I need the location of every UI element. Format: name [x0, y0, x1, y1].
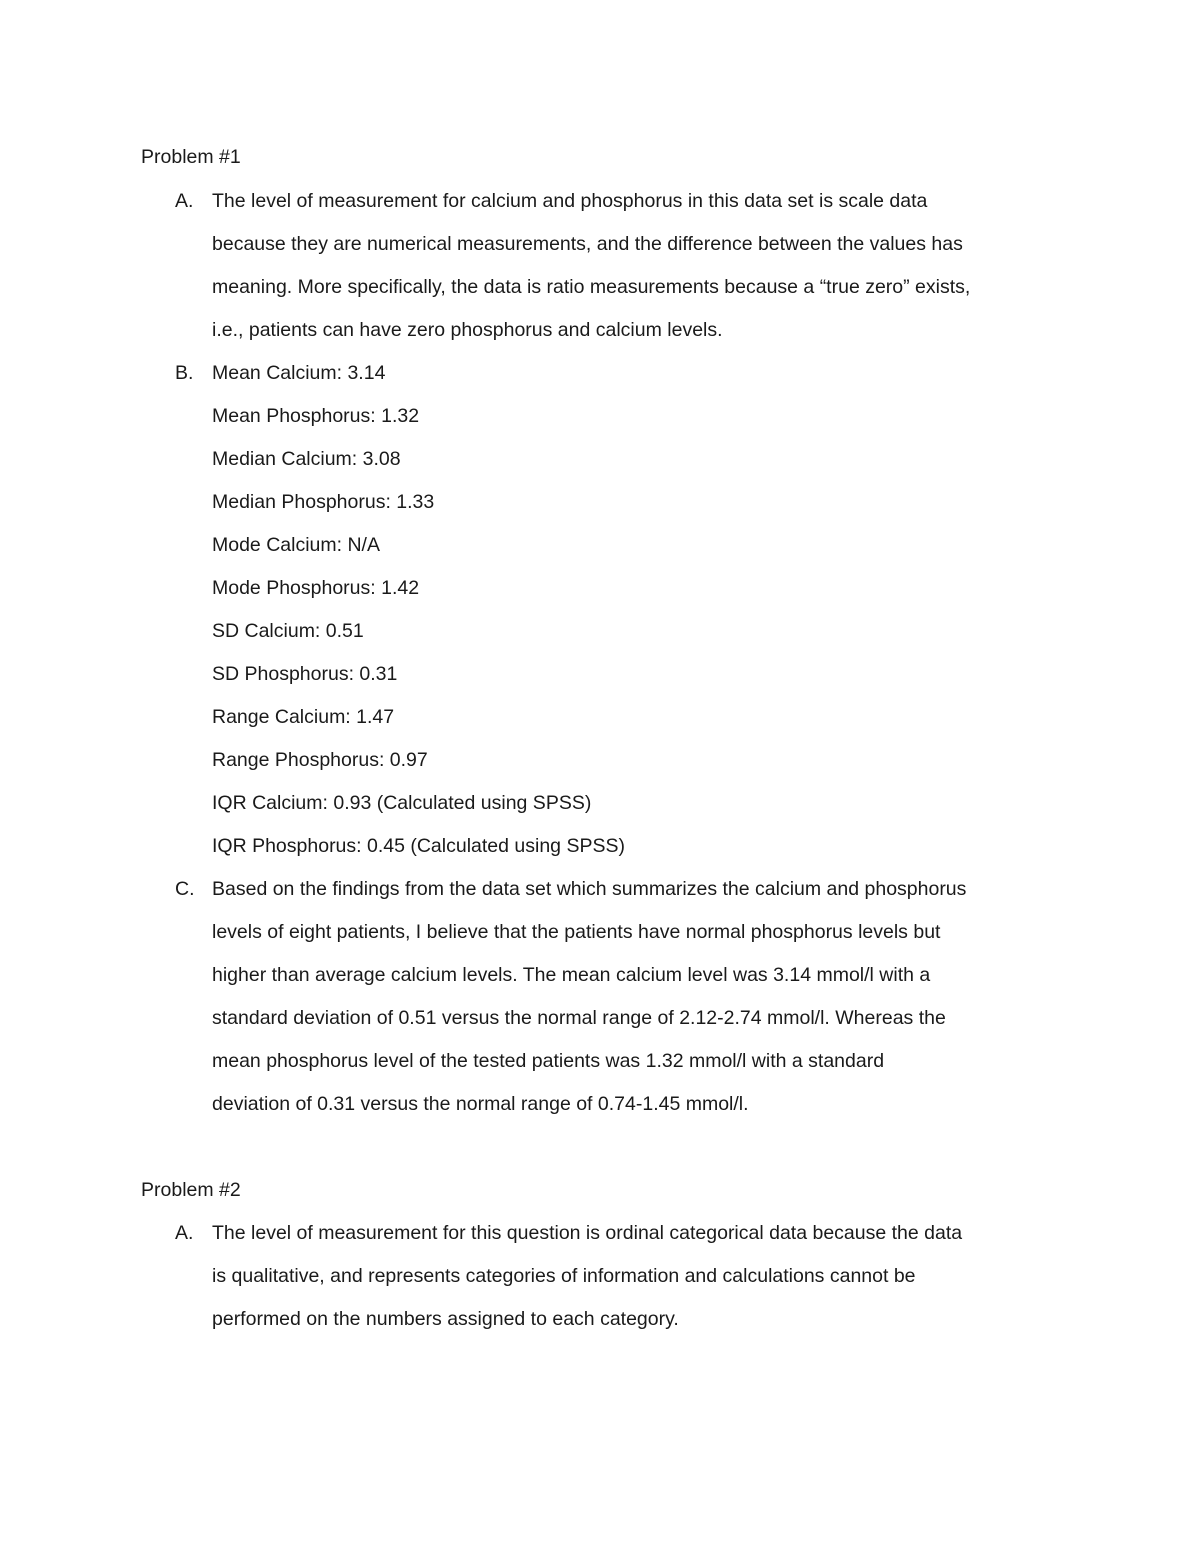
- stat-line: Range Phosphorus: 0.97: [212, 749, 428, 771]
- stat-line: Mean Phosphorus: 1.32: [212, 405, 420, 427]
- item-letter: A.: [175, 190, 194, 212]
- stat-line: SD Phosphorus: 0.31: [212, 663, 398, 685]
- paragraph-line: mean phosphorus level of the tested patients was 1.32 mmol/l with a standard: [212, 1050, 885, 1072]
- stat-line: IQR Phosphorus: 0.45 (Calculated using SPSS): [212, 835, 625, 857]
- problem-1-heading: Problem #1: [141, 146, 241, 168]
- stat-line: IQR Calcium: 0.93 (Calculated using SPSS): [212, 792, 592, 814]
- stat-line: Mean Calcium: 3.14: [212, 362, 386, 384]
- stat-line: Median Phosphorus: 1.33: [212, 491, 435, 513]
- stat-line: Mode Phosphorus: 1.42: [212, 577, 420, 599]
- paragraph-line: The level of measurement for this question is ordinal categorical data because the data: [212, 1222, 963, 1244]
- paragraph-line: standard deviation of 0.51 versus the normal range of 2.12-2.74 mmol/l. Whereas the: [212, 1007, 946, 1029]
- paragraph-line: deviation of 0.31 versus the normal range of 0.74-1.45 mmol/l.: [212, 1093, 749, 1115]
- paragraph-line: meaning. More specifically, the data is ratio measurements because a “true zero” exists,: [212, 276, 971, 298]
- paragraph-line: because they are numerical measurements, and the difference between the values has: [212, 233, 963, 255]
- paragraph-line: The level of measurement for calcium and phosphorus in this data set is scale data: [212, 190, 928, 212]
- stat-line: Median Calcium: 3.08: [212, 448, 401, 470]
- paragraph-line: is qualitative, and represents categories of information and calculations cannot be: [212, 1265, 916, 1287]
- paragraph-line: i.e., patients can have zero phosphorus and calcium levels.: [212, 319, 723, 341]
- stat-line: Mode Calcium: N/A: [212, 534, 380, 556]
- stat-line: SD Calcium: 0.51: [212, 620, 364, 642]
- item-letter: C.: [175, 878, 195, 900]
- paragraph-line: levels of eight patients, I believe that the patients have normal phosphorus levels but: [212, 921, 941, 943]
- paragraph-line: higher than average calcium levels. The mean calcium level was 3.14 mmol/l with a: [212, 964, 931, 986]
- item-letter: B.: [175, 362, 194, 384]
- stat-line: Range Calcium: 1.47: [212, 706, 395, 728]
- paragraph-line: performed on the numbers assigned to each category.: [212, 1308, 679, 1330]
- item-letter: A.: [175, 1222, 194, 1244]
- problem-2-heading: Problem #2: [141, 1179, 241, 1201]
- paragraph-line: Based on the findings from the data set which summarizes the calcium and phosphorus: [212, 878, 967, 900]
